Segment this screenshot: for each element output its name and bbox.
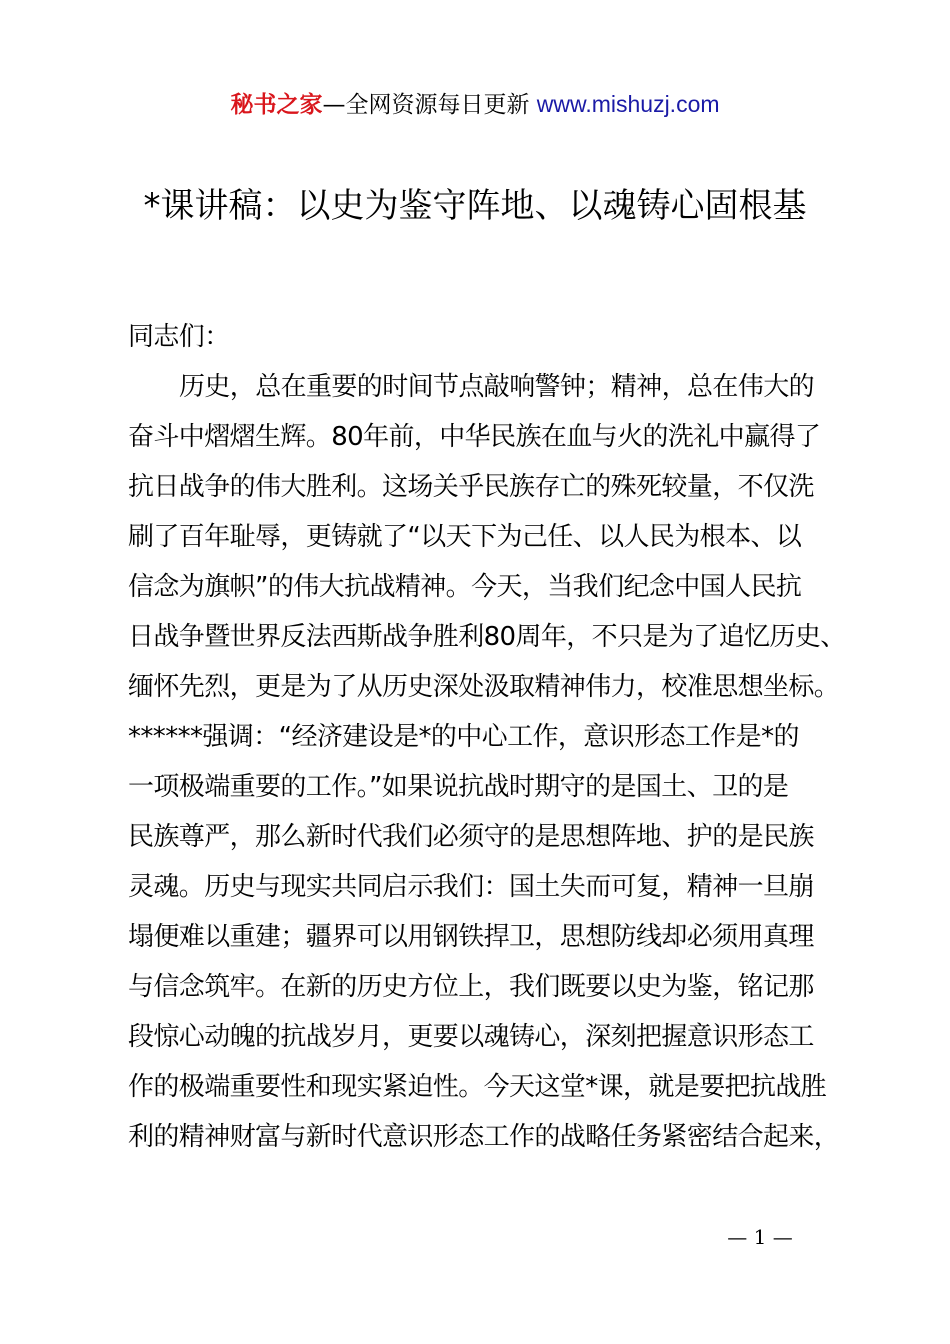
paragraph-line: 历史，总在重要的时间节点敲响警钟；精神，总在伟大的: [179, 372, 815, 402]
site-tagline: —全网资源每日更新: [322, 92, 537, 118]
paragraph-line: 刷了百年耻辱，更铸就了“以天下为己任、以人民为根本、以: [128, 522, 802, 552]
body-paragraph: [128, 362, 846, 1162]
page-number: — 1 —: [727, 1225, 793, 1249]
paragraph-line: 缅怀先烈，更是为了从历史深处汲取精神伟力，校准思想坐标。: [128, 672, 840, 702]
salutation: 同志们：: [128, 322, 230, 352]
paragraph-line: 作的极端重要性和现实紧迫性。今天这堂*课，就是要把抗战胜: [128, 1072, 827, 1102]
brand-name: 秘书之家: [230, 92, 323, 118]
paragraph-line: 与信念筑牢。在新的历史方位上，我们既要以史为鉴，铭记那: [128, 972, 814, 1002]
website-link[interactable]: www.mishuzj.com: [536, 91, 720, 117]
site-header: [0, 88, 950, 121]
paragraph-line: ******强调：“经济建设是*的中心工作，意识形态工作是*的: [128, 722, 799, 752]
paragraph-line: 民族尊严，那么新时代我们必须守的是思想阵地、护的是民族: [128, 822, 814, 852]
paragraph-line: 一项极端重要的工作。”如果说抗战时期守的是国土、卫的是: [128, 772, 789, 802]
document-body: [128, 312, 846, 1162]
paragraph-line: 奋斗中熠熠生辉。80年前，中华民族在血与火的洗礼中赢得了: [128, 422, 821, 452]
paragraph-line: 日战争暨世界反法西斯战争胜利80周年，不只是为了追忆历史、: [128, 622, 846, 652]
document-title: *课讲稿：以史为鉴守阵地、以魂铸心固根基: [143, 186, 807, 226]
paragraph-line: 利的精神财富与新时代意识形态工作的战略任务紧密结合起来，: [128, 1122, 840, 1152]
paragraph-line: 灵魂。历史与现实共同启示我们：国土失而可复，精神一旦崩: [128, 872, 814, 902]
paragraph-line: 段惊心动魄的抗战岁月，更要以魂铸心，深刻把握意识形态工: [128, 1022, 814, 1052]
paragraph-line: 抗日战争的伟大胜利。这场关乎民族存亡的殊死较量，不仅洗: [128, 472, 814, 502]
paragraph-line: 信念为旗帜”的伟大抗战精神。今天，当我们纪念中国人民抗: [128, 572, 802, 602]
paragraph-line: 塌便难以重建；疆界可以用钢铁捍卫，思想防线却必须用真理: [128, 922, 814, 952]
